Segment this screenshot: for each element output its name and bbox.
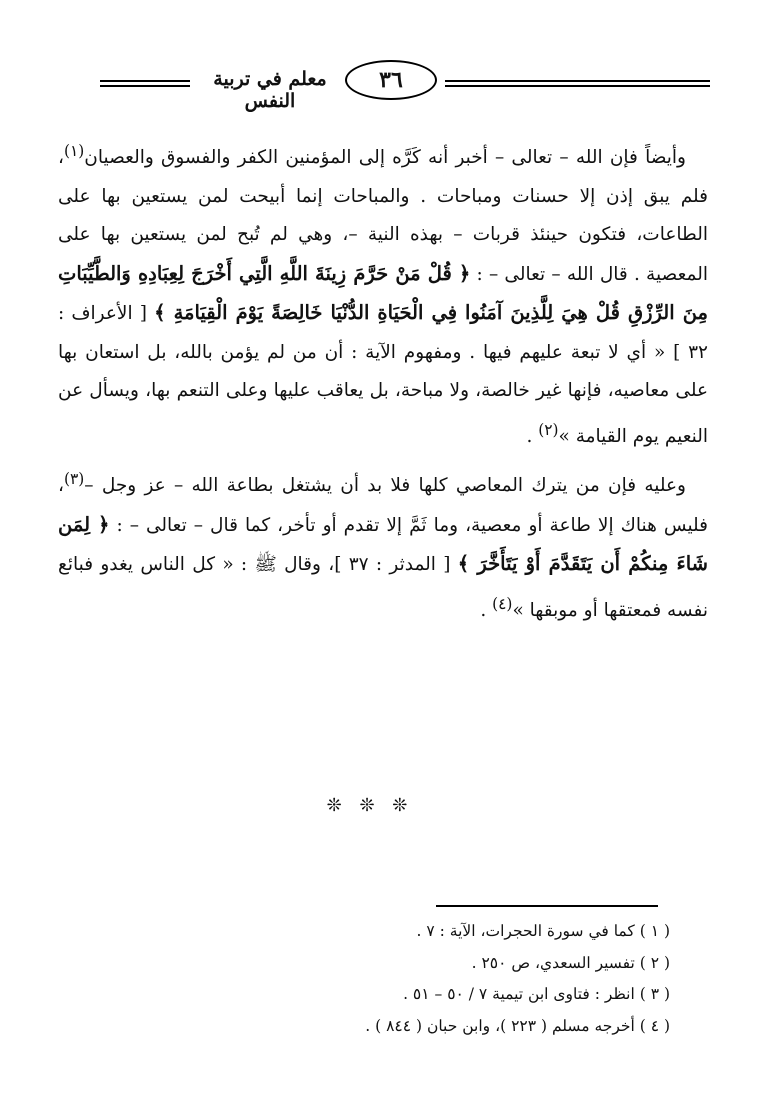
- page-number: ٣٦: [345, 60, 437, 100]
- text-segment: ، فليس هناك إلا طاعة أو معصية، وما ثَمَّ إلا تقدم أو تأخر، كما قال – تعالى – :: [58, 475, 708, 536]
- footnotes: [200, 916, 670, 1042]
- text-segment: [ المدثر : ٣٧ ]، وقال ﷺ : « كل الناس يغدو فبائع نفسه فمعتقها أو موبقها »: [58, 554, 708, 622]
- footnote-ref: (١): [63, 142, 85, 160]
- text-segment: .: [526, 425, 539, 447]
- header-rule: [445, 85, 710, 87]
- quran-verse: ﴿ لِمَن شَاءَ مِنكُمْ أَن يَتَقَدَّمَ أَوْ يَتَأَخَّرَ ﴾: [58, 512, 709, 576]
- text-segment: ، فلم يبق إذن إلا حسنات ومباحات . والمباحات إنما أبيحت لمن يستعين بها على الطاعات، فتكون حينئذ قربات – بهذه النية –، وهي لم تُبح لمن يستعين بها على المعصية . قال الله – تعالى – :: [58, 147, 708, 285]
- footnote-ref: (٢): [538, 420, 559, 439]
- footnote-ref: (٣): [63, 470, 85, 489]
- header-rule: [100, 85, 190, 87]
- section-separator: ❊ ❊ ❊: [326, 795, 414, 816]
- quran-verse: ﴿ قُلْ مَنْ حَرَّمَ زِينَةَ اللَّهِ الَّتِي أَخْرَجَ لِعِبَادِهِ وَالطَّيِّبَاتِ مِنَ الرِّزْقِ قُلْ هِيَ لِلَّذِينَ آمَنُوا فِي الْحَيَاةِ الدُّنْيَا خَالِصَةً يَوْمَ الْقِيَامَةِ ﴾: [58, 261, 708, 325]
- footnote-ref: (٤): [492, 594, 513, 613]
- footnote: ( ٢ ) تفسير السعدي، ص ٢٥٠ .: [471, 953, 670, 972]
- text-segment: [ الأعراف : ٣٢ ] « أي لا تبعة عليهم فيها . ومفهوم الآية : أن من لم يؤمن بالله، بل استعان بها على معاصيه، فإنها غير خالصة، ولا مباحة، بل يعاقب عليها وعلى التنعم بها، ويسأل عن النعيم يوم القيامة »: [58, 303, 708, 447]
- page-header: [40, 58, 720, 112]
- footnote: ( ٣ ) انظر : فتاوى ابن تيمية ٧ / ٥٠ – ٥١ .: [403, 985, 670, 1003]
- text-segment: .: [480, 600, 493, 622]
- book-title: معلم في تربية النفس: [213, 68, 327, 112]
- footnote-rule: [436, 905, 658, 907]
- paragraph: [58, 460, 708, 630]
- main-text: [58, 132, 708, 631]
- footnote: ( ٤ ) أخرجه مسلم ( ٢٢٣ )، وابن حبان ( ٨٤٤ ) .: [365, 1016, 670, 1035]
- header-rule: [100, 80, 190, 82]
- footnote: ( ١ ) كما في سورة الحجرات، الآية : ٧ .: [416, 922, 670, 940]
- header-rule: [445, 80, 710, 82]
- paragraph: [58, 132, 708, 456]
- text-segment: وأيضاً فإن الله – تعالى – أخبر أنه كَرَّه إلى المؤمنين الكفر والفسوق والعصيان: [84, 147, 686, 169]
- text-segment: وعليه فإن من يترك المعاصي كلها فلا بد أن يشتغل بطاعة الله – عز وجل –: [84, 475, 686, 497]
